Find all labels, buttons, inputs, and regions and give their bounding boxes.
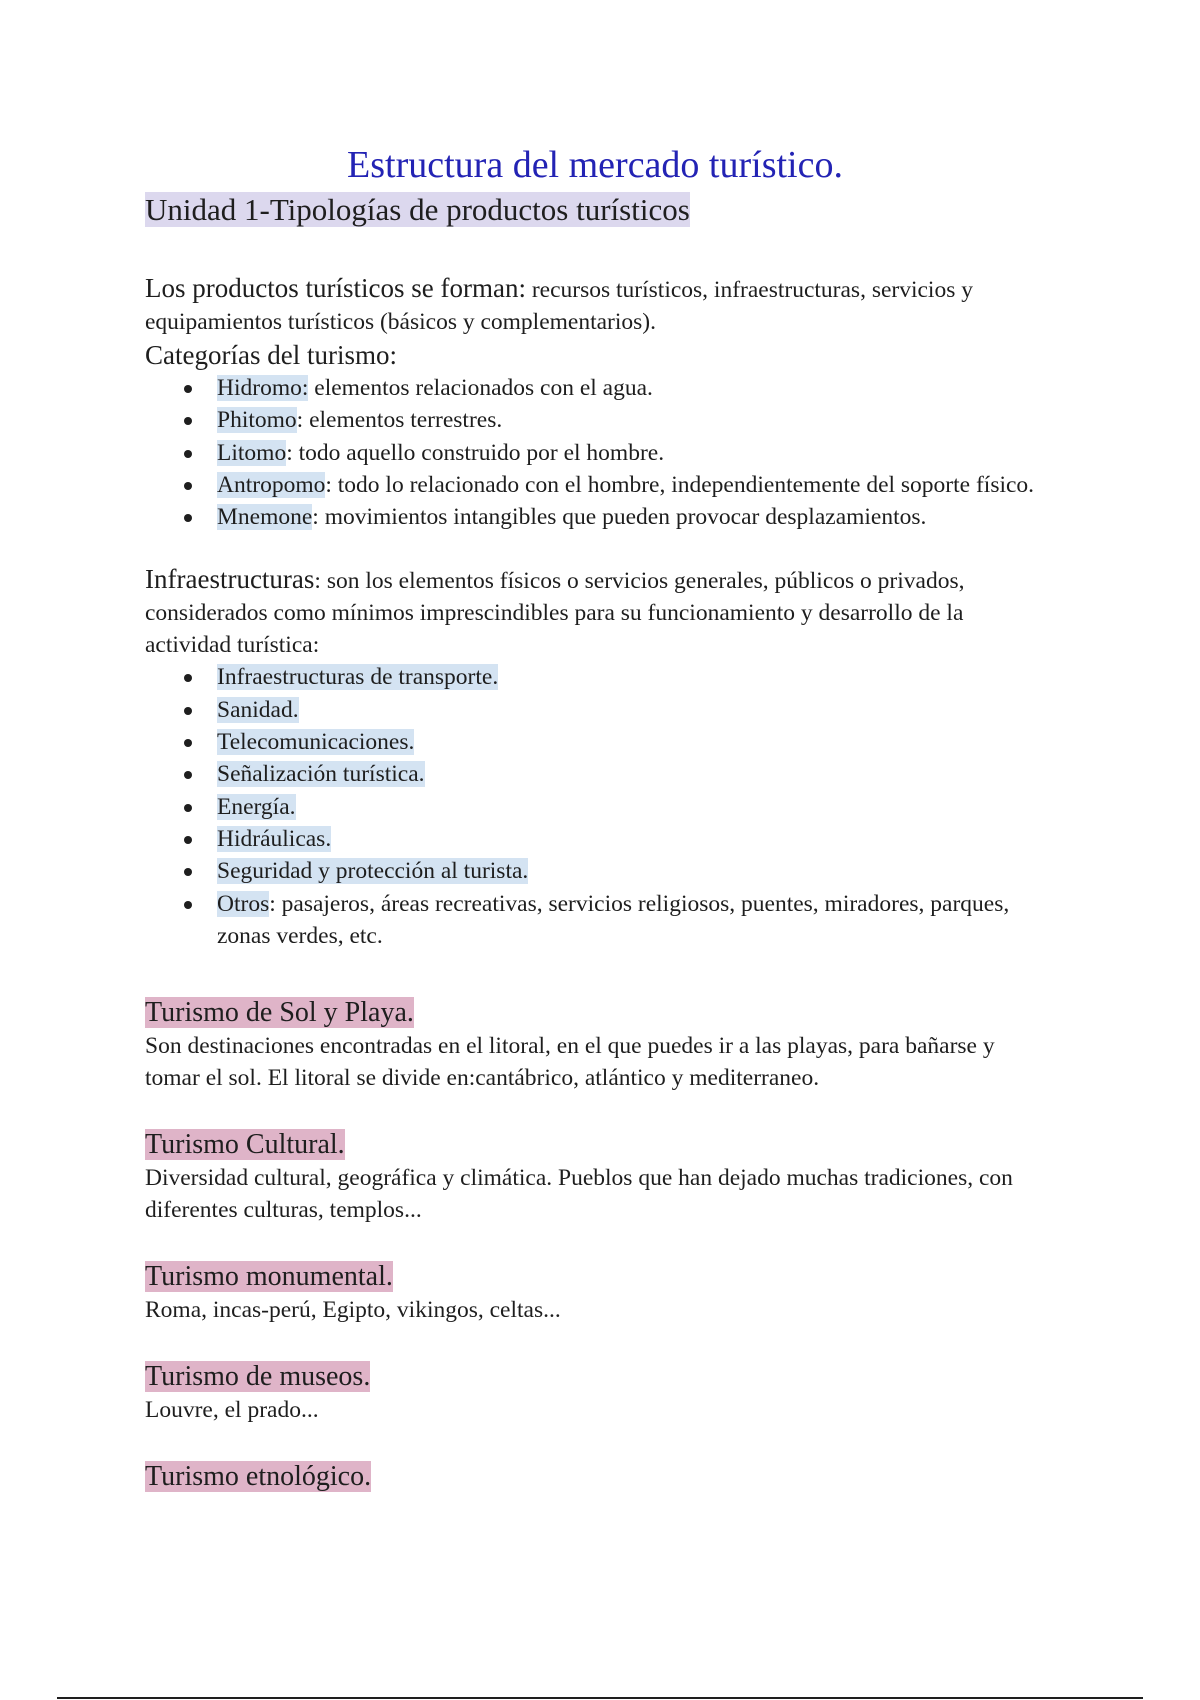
turismo-cultural-section: [145, 1128, 1045, 1226]
turismo-etnologico-section: [145, 1460, 1045, 1494]
section-heading: [145, 1128, 1045, 1162]
productos-lead: Los productos turísticos se forman:: [145, 273, 526, 303]
turismo-sol-playa-section: [145, 996, 1045, 1094]
productos-text: recursos turísticos, infraestructuras, servicios y equipamientos turísticos (básicos y complementarios).: [145, 277, 973, 335]
item-term: Hidromo:: [217, 375, 309, 401]
heading-text: Turismo monumental.: [145, 1261, 393, 1293]
heading-text: Turismo etnológico.: [145, 1461, 372, 1493]
heading-text: Turismo de Sol y Playa.: [145, 997, 414, 1029]
item-text: Sanidad.: [217, 696, 299, 723]
productos-section: [145, 272, 1045, 533]
turismo-monumental-section: [145, 1260, 1045, 1326]
list-item: [217, 791, 1045, 823]
list-item: [217, 758, 1045, 790]
list-item: [217, 888, 1045, 953]
item-text: Hidráulicas.: [217, 825, 332, 852]
infraestructuras-lead: Infraestructuras: [145, 564, 315, 595]
infraestructuras-paragraph: [145, 563, 1045, 661]
infraestructuras-text: : son los elementos físicos o servicios generales, públicos o privados, considerados como mínimos imprescindibles para su funcionamiento y desarrollo de la actividad turística:: [145, 568, 965, 659]
list-item: [217, 694, 1045, 726]
section-text: Son destinaciones encontradas en el litoral, en el que puedes ir a las playas, para bañarse y tomar el sol. El litoral se divide en:cantábrico, atlántico y mediterraneo.: [145, 1033, 995, 1092]
document-page: [145, 140, 1045, 1494]
list-item: [217, 372, 1045, 404]
infraestructuras-section: [145, 563, 1045, 952]
item-text: Energía.: [217, 793, 296, 820]
section-text: Roma, incas-perú, Egipto, vikingos, celtas...: [145, 1297, 561, 1324]
subtitle-text: Unidad 1-Tipologías de productos turísticos: [145, 192, 690, 227]
list-item: [217, 855, 1045, 887]
list-item: [217, 726, 1045, 758]
list-item: [217, 404, 1045, 436]
infraestructuras-list: [145, 661, 1045, 952]
page-bottom-divider: [57, 1697, 1143, 1699]
item-term: Mnemone: [217, 504, 313, 531]
list-item: [217, 469, 1045, 501]
section-heading: [145, 1260, 1045, 1294]
item-text: : movimientos intangibles que pueden provocar desplazamientos.: [312, 504, 927, 531]
item-text: Infraestructuras de transporte.: [217, 664, 499, 691]
productos-paragraph: [145, 272, 1045, 338]
item-text: Seguridad y protección al turista.: [217, 858, 529, 885]
list-item: [217, 661, 1045, 693]
heading-text: Turismo de museos.: [145, 1361, 371, 1393]
item-text: Señalización turística.: [217, 761, 425, 788]
section-text: Diversidad cultural, geográfica y climática. Pueblos que han dejado muchas tradiciones, con diferentes culturas, templos...: [145, 1165, 1013, 1224]
heading-text: Turismo Cultural.: [145, 1129, 345, 1161]
section-heading: [145, 1360, 1045, 1394]
item-text: : elementos terrestres.: [296, 407, 503, 434]
section-heading: [145, 996, 1045, 1030]
categorias-list: [145, 372, 1045, 533]
item-text: elementos relacionados con el agua.: [308, 375, 653, 401]
item-text: Telecomunicaciones.: [217, 729, 415, 756]
item-text: : todo lo relacionado con el hombre, independientemente del soporte físico.: [325, 471, 1035, 498]
list-item: [217, 823, 1045, 855]
item-text: : todo aquello construido por el hombre.: [286, 439, 665, 466]
item-text: : pasajeros, áreas recreativas, servicios religiosos, puentes, miradores, parques, zonas verdes, etc.: [217, 890, 1010, 949]
section-text: Louvre, el prado...: [145, 1397, 319, 1424]
list-item: [217, 501, 1045, 533]
section-heading: [145, 1460, 1045, 1494]
item-term: Phitomo: [217, 407, 297, 434]
item-term: Otros: [217, 890, 270, 917]
turismo-museos-section: [145, 1360, 1045, 1426]
document-title: Estructura del mercado turístico.: [347, 144, 843, 186]
item-term: Antropomo: [217, 471, 326, 498]
document-subtitle: [145, 190, 1045, 230]
categorias-heading: Categorías del turismo:: [145, 340, 397, 370]
list-item: [217, 437, 1045, 469]
item-term: Litomo: [217, 439, 287, 466]
